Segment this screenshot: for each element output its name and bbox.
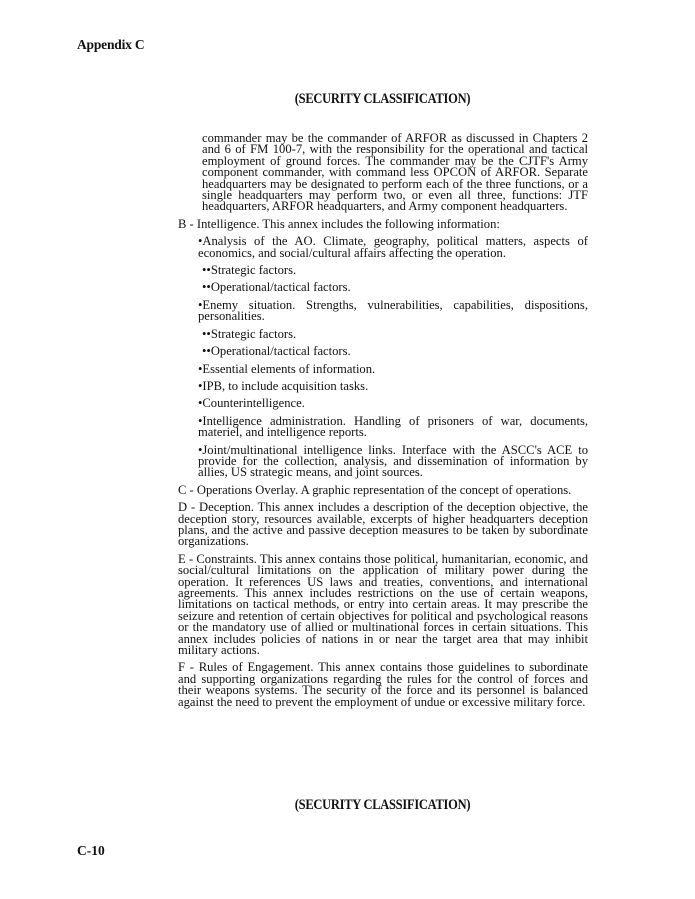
- security-classification-bottom: (SECURITY CLASSIFICATION): [294, 797, 471, 813]
- section-d-paragraph: D - Deception. This annex includes a description of the deception objective, the deception story, resources available, excerpts of higher headquarters deception plans, and the active and passive deception measures to be taken by subordinate organizations.: [178, 500, 588, 549]
- running-header: Appendix C: [77, 37, 145, 52]
- list-item: •Counterintelligence.: [198, 396, 305, 411]
- section-b-heading: B - Intelligence. This annex includes the following information:: [178, 216, 500, 231]
- section-c-paragraph: C - Operations Overlay. A graphic representation of the concept of operations.: [178, 482, 572, 497]
- section-e-paragraph: E - Constraints. This annex contains those political, humanitarian, economic, and social/cultural limitations on the application of military power during the operation. It references US laws and treaties, conventions, and international agreements. This annex includes restrictions on the use of certain weapons, limitations on tactical methods, or entry into certain areas. It may prescribe the seizure and retention of certain objectives for political and psychological reasons or the mandatory use of allied or multinational forces in certain situations. This annex includes policies of nations in or near the target area that may inhibit military actions.: [178, 551, 588, 658]
- page-number: C-10: [77, 843, 105, 858]
- list-item: •IPB, to include acquisition tasks.: [198, 378, 369, 393]
- list-item: ••Operational/tactical factors.: [202, 280, 351, 295]
- list-item: •Enemy situation. Strengths, vulnerabilities, capabilities, dispositions, personalities.: [198, 297, 588, 324]
- list-item: ••Strategic factors.: [202, 326, 297, 341]
- list-item: •Joint/multinational intelligence links. Interface with the ASCC's ACE to provide for the collection, analysis, and dissemination of information by allies, US strategic means, and joint sources.: [198, 442, 588, 480]
- section-f-paragraph: F - Rules of Engagement. This annex contains those guidelines to subordinate and supporting organizations regarding the rules for the control of forces and their weapons systems. The security of the force and its personnel is balanced against the need to prevent the employment of undue or excessive military force.: [178, 660, 588, 709]
- list-item: •Analysis of the AO. Climate, geography, political matters, aspects of economics, and social/cultural affairs affecting the operation.: [198, 234, 588, 260]
- list-item: ••Operational/tactical factors.: [202, 344, 351, 359]
- security-classification-top: (SECURITY CLASSIFICATION): [294, 91, 471, 107]
- list-item: ••Strategic factors.: [202, 263, 297, 278]
- intro-paragraph: commander may be the commander of ARFOR as discussed in Chapters 2 and 6 of FM 100-7, with the responsibility for the operational and tactical employment of ground forces. The commander may be the CJTF's Army component commander, with command less OPCON of ARFOR. Separate headquarters may be designated to perform each of the three functions, or a single headquarters may perform two, or even all three, functions: JTF headquarters, ARFOR headquarters, and Army component headquarters.: [202, 131, 588, 214]
- list-item: •Essential elements of information.: [198, 361, 376, 376]
- list-item: •Intelligence administration. Handling of prisoners of war, documents, materiel, and intelligence reports.: [198, 413, 588, 440]
- document-body: [178, 133, 588, 708]
